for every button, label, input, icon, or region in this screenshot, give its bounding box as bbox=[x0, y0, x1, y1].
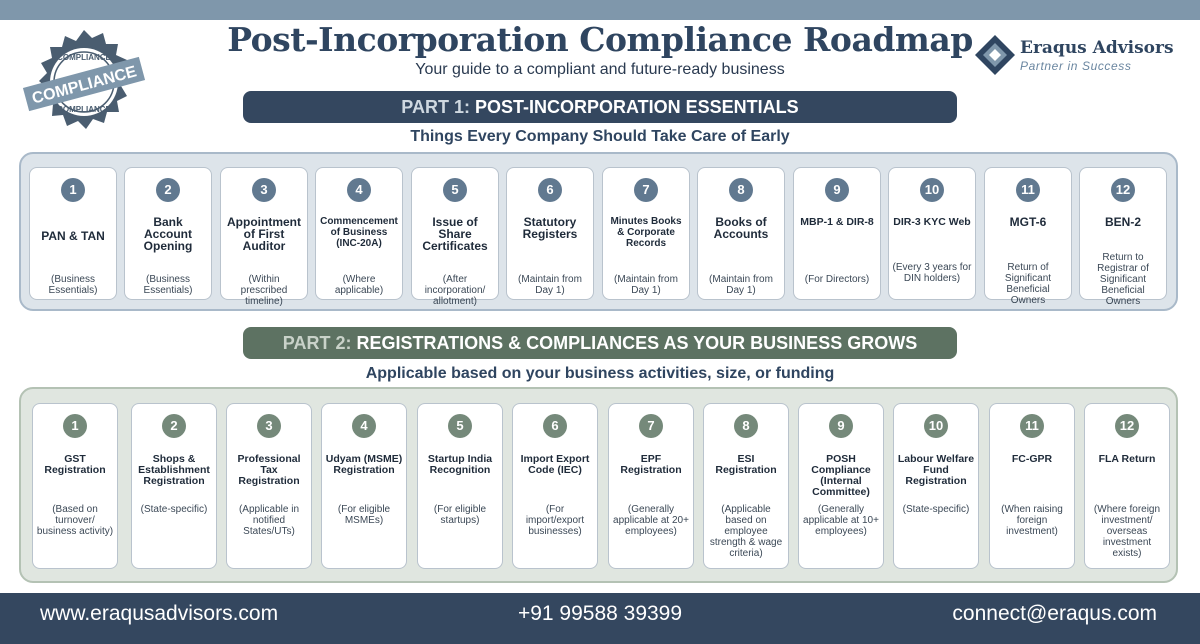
part1-card bbox=[220, 167, 308, 307]
step-number: 1 bbox=[63, 414, 87, 438]
card-note: (Every 3 years for DIN holders) bbox=[892, 262, 972, 284]
part1-card bbox=[124, 167, 212, 300]
brand-tagline: Partner in Success bbox=[1020, 59, 1132, 73]
card-title: Appointment of First Auditor bbox=[227, 215, 301, 253]
card-title: FC-GPR bbox=[1011, 453, 1053, 465]
part2-card bbox=[131, 403, 217, 569]
card-note: (Within prescribed timeline) bbox=[240, 274, 288, 307]
card-title: Labour Welfare Fund Registration bbox=[897, 453, 975, 487]
card-title: BEN-2 bbox=[1104, 215, 1141, 229]
brand-diamond-icon bbox=[974, 34, 1016, 76]
card-title: MBP-1 & DIR-8 bbox=[800, 216, 874, 228]
card-title: EPF Registration bbox=[620, 453, 682, 476]
card-title: Bank Account Opening bbox=[143, 215, 193, 253]
top-accent-bar bbox=[0, 0, 1200, 20]
seal-ribbon-text: COMPLIANCE bbox=[30, 63, 139, 108]
step-number: 5 bbox=[448, 414, 472, 438]
card-note: (Generally applicable at 10+ employees) bbox=[803, 504, 879, 537]
card-note: Return of Significant Beneficial Owners bbox=[1004, 262, 1052, 306]
card-note: Return to Registrar of Significant Beneficial Owners bbox=[1097, 252, 1149, 307]
step-number: 12 bbox=[1111, 178, 1135, 202]
step-number: 3 bbox=[252, 178, 276, 202]
card-title: Minutes Books & Corporate Records bbox=[610, 216, 682, 249]
part1-tag: PART 1: bbox=[401, 97, 470, 117]
step-number: 12 bbox=[1115, 414, 1139, 438]
step-number: 11 bbox=[1020, 414, 1044, 438]
card-title: Shops & Establishment Registration bbox=[138, 453, 210, 487]
part2-panel bbox=[19, 387, 1178, 583]
step-number: 8 bbox=[729, 178, 753, 202]
part2-card bbox=[321, 403, 407, 569]
card-note: (Based on turnover/ business activity) bbox=[36, 504, 114, 537]
card-title: Udyam (MSME) Registration bbox=[325, 453, 403, 476]
seal-ring-top-text: COMPLIANCE bbox=[57, 53, 111, 62]
card-note: (For Directors) bbox=[804, 274, 870, 285]
step-number: 3 bbox=[257, 414, 281, 438]
page-subtitle: Your guide to a compliant and future-ready business bbox=[415, 61, 785, 78]
part2-card bbox=[893, 403, 979, 569]
part2-card bbox=[417, 403, 503, 569]
card-note: (For eligible MSMEs) bbox=[337, 504, 391, 526]
part1-panel bbox=[19, 152, 1178, 311]
part2-card bbox=[32, 403, 118, 569]
part2-tag: PART 2: bbox=[282, 333, 352, 353]
card-title: Startup India Recognition bbox=[427, 453, 493, 476]
part2-card bbox=[989, 403, 1075, 569]
step-number: 9 bbox=[825, 178, 849, 202]
part1-card bbox=[697, 167, 785, 300]
card-note: (Maintain from Day 1) bbox=[614, 274, 678, 296]
step-number: 7 bbox=[639, 414, 663, 438]
card-note: (State-specific) bbox=[140, 504, 208, 515]
step-number: 8 bbox=[734, 414, 758, 438]
part1-card bbox=[984, 167, 1072, 306]
card-title: Commencement of Business (INC-20A) bbox=[320, 216, 398, 249]
card-title: Professional Tax Registration bbox=[237, 453, 301, 487]
part1-card bbox=[793, 167, 881, 300]
card-title: Statutory Registers bbox=[522, 215, 578, 241]
step-number: 9 bbox=[829, 414, 853, 438]
part1-card bbox=[506, 167, 594, 300]
compliance-seal bbox=[14, 26, 154, 138]
card-title: MGT-6 bbox=[1009, 215, 1047, 229]
part2-card bbox=[1084, 403, 1170, 569]
footer-email-link[interactable]: connect@eraqus.com bbox=[952, 602, 1157, 625]
brand-name: Eraqus Advisors bbox=[1020, 38, 1174, 58]
step-number: 6 bbox=[538, 178, 562, 202]
card-title: GST Registration bbox=[44, 453, 106, 476]
card-note: (Business Essentials) bbox=[48, 274, 98, 296]
part1-card bbox=[1079, 167, 1167, 307]
step-number: 7 bbox=[634, 178, 658, 202]
page-title: Post-Incorporation Compliance Roadmap bbox=[227, 20, 973, 59]
part1-card bbox=[315, 167, 403, 300]
card-note: (Where applicable) bbox=[334, 274, 384, 296]
part1-subtitle: Things Every Company Should Take Care of Early bbox=[410, 128, 790, 145]
step-number: 2 bbox=[156, 178, 180, 202]
footer-phone[interactable]: +91 99588 39399 bbox=[517, 602, 683, 625]
part1-title: POST-INCORPORATION ESSENTIALS bbox=[474, 97, 799, 117]
card-title: Books of Accounts bbox=[713, 215, 769, 241]
step-number: 5 bbox=[443, 178, 467, 202]
card-title: Issue of Share Certificates bbox=[422, 215, 488, 253]
card-note: (Generally applicable at 20+ employees) bbox=[613, 504, 689, 537]
step-number: 10 bbox=[920, 178, 944, 202]
card-note: (Maintain from Day 1) bbox=[709, 274, 773, 296]
card-note: (Applicable based on employee strength & wage criteria) bbox=[709, 504, 783, 559]
card-title: DIR-3 KYC Web bbox=[893, 216, 971, 228]
step-number: 11 bbox=[1016, 178, 1040, 202]
part1-card bbox=[29, 167, 117, 300]
card-note: (After incorporation/ allotment) bbox=[424, 274, 486, 307]
part2-title: REGISTRATIONS & COMPLIANCES AS YOUR BUSINESS GROWS bbox=[356, 333, 918, 353]
part2-subtitle: Applicable based on your business activities, size, or funding bbox=[365, 365, 835, 382]
card-note: (State-specific) bbox=[902, 504, 970, 515]
part2-card bbox=[703, 403, 789, 569]
card-note: (Applicable in notified States/UTs) bbox=[238, 504, 300, 537]
card-note: (Maintain from Day 1) bbox=[518, 274, 582, 296]
part1-card bbox=[602, 167, 690, 300]
card-title: Import Export Code (IEC) bbox=[520, 453, 590, 476]
card-title: ESI Registration bbox=[715, 453, 777, 476]
part2-banner bbox=[243, 327, 957, 359]
part1-card bbox=[888, 167, 976, 300]
card-title: PAN & TAN bbox=[41, 229, 105, 243]
step-number: 10 bbox=[924, 414, 948, 438]
part2-card bbox=[608, 403, 694, 569]
card-note: (Where foreign investment/ overseas investment exists) bbox=[1093, 504, 1161, 559]
part2-card bbox=[512, 403, 598, 569]
step-number: 4 bbox=[347, 178, 371, 202]
card-note: (For import/export businesses) bbox=[525, 504, 585, 537]
part1-card bbox=[411, 167, 499, 307]
part2-card bbox=[226, 403, 312, 569]
step-number: 1 bbox=[61, 178, 85, 202]
footer-bar bbox=[0, 593, 1200, 644]
seal-ring-bottom-text: COMPLIANCE bbox=[57, 105, 111, 114]
brand-logo[interactable] bbox=[974, 34, 1194, 78]
part1-banner bbox=[243, 91, 957, 123]
part2-card bbox=[798, 403, 884, 569]
card-note: (For eligible startups) bbox=[433, 504, 487, 526]
card-note: (Business Essentials) bbox=[143, 274, 193, 296]
card-title: POSH Compliance (Internal Committee) bbox=[811, 453, 871, 498]
step-number: 4 bbox=[352, 414, 376, 438]
card-note: (When raising foreign investment) bbox=[1001, 504, 1063, 537]
step-number: 6 bbox=[543, 414, 567, 438]
step-number: 2 bbox=[162, 414, 186, 438]
card-title: FLA Return bbox=[1098, 453, 1156, 465]
footer-website-link[interactable]: www.eraqusadvisors.com bbox=[40, 602, 279, 625]
